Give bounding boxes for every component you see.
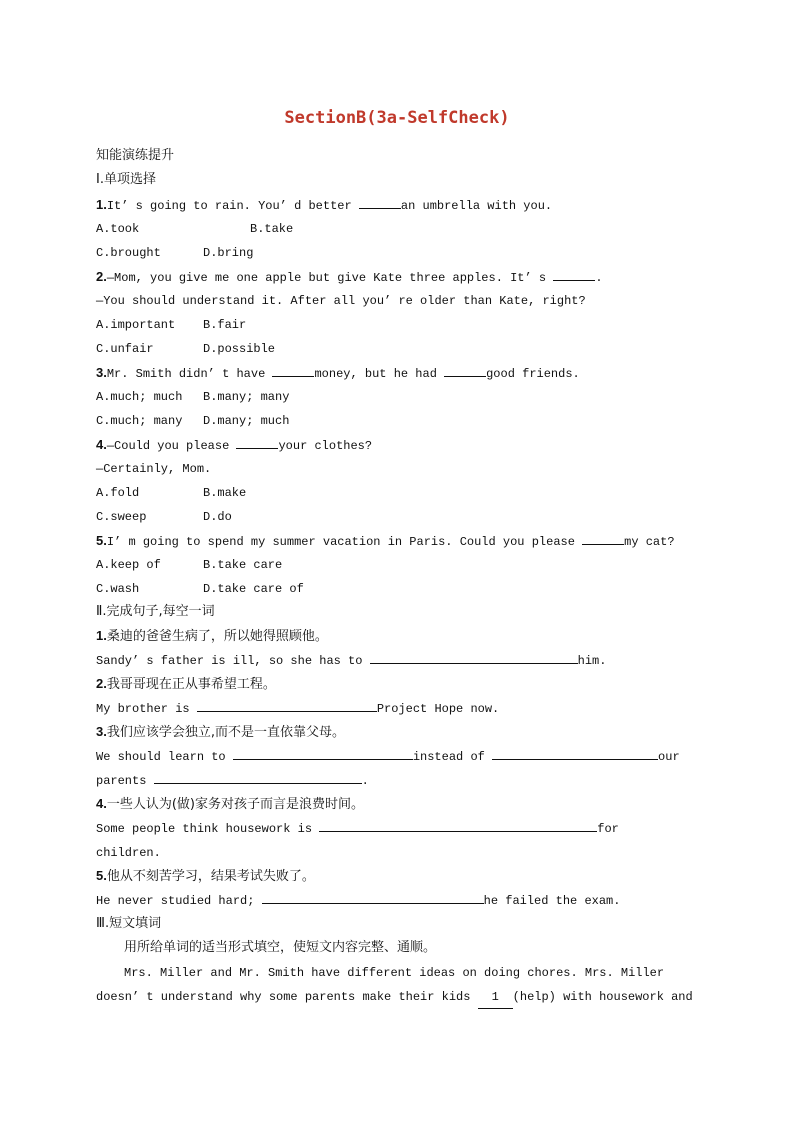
question-number: 2. [96, 269, 107, 284]
sentence-text: parents [96, 774, 154, 788]
question-3 [96, 362, 580, 384]
sentence-5-english [96, 890, 620, 912]
answer-blank[interactable] [154, 770, 362, 784]
question-text: an umbrella with you. [400, 199, 553, 213]
sentence-text: My brother is [96, 702, 197, 716]
answer-blank[interactable] [272, 363, 314, 377]
sentence-4-chinese [96, 793, 364, 815]
sentence-number: 3. [96, 724, 107, 739]
sentence-text: He never studied hard; [96, 894, 262, 908]
question-1 [96, 194, 552, 216]
part1-heading: Ⅰ.单项选择 [96, 172, 156, 187]
options-row [96, 506, 232, 528]
question-text: It’ s going to rain. You’ d better [106, 199, 359, 213]
options-row [96, 218, 293, 240]
sentence-2-english [96, 698, 499, 720]
question-text: I’ m going to spend my summer vacation in Paris. Could you please [106, 535, 583, 549]
options-row [96, 314, 246, 336]
option-c[interactable]: C.sweep [96, 510, 147, 524]
part3-instruction: 用所给单词的适当形式填空，使短文内容完整、通顺。 [124, 940, 437, 955]
question-4 [96, 434, 372, 456]
sentence-number: 5. [96, 868, 107, 883]
part3-heading: Ⅲ.短文填词 [96, 916, 162, 931]
passage-line-1: Mrs. Miller and Mr. Smith have different ideas on doing chores. Mrs. Miller [124, 966, 665, 980]
sentence-5-chinese [96, 865, 315, 887]
question-2 [96, 266, 603, 288]
sentence-number: 1. [96, 628, 107, 643]
question-text: my cat? [624, 535, 675, 549]
option-b[interactable]: B.make [203, 486, 247, 500]
options-row [96, 578, 304, 600]
sentence-text: . [361, 774, 369, 788]
question-text: Mr. Smith didn’ t have [106, 367, 273, 381]
option-c[interactable]: C.wash [96, 582, 140, 596]
option-d[interactable]: D.take care of [203, 582, 304, 596]
options-row [96, 410, 289, 432]
sentence-number: 4. [96, 796, 107, 811]
dialogue-reply: —Certainly, Mom. [96, 462, 212, 476]
sentence-4-english-line2: children. [96, 846, 161, 860]
sentence-1-chinese [96, 625, 328, 647]
question-number: 3. [96, 365, 107, 380]
question-text: —Mom, you give me one apple but give Kate three apples. It’ s [106, 271, 554, 285]
sentence-3-chinese [96, 721, 345, 743]
sentence-text: We should learn to [96, 750, 233, 764]
options-row [96, 482, 246, 504]
sentence-3-english-line2 [96, 770, 369, 792]
option-b[interactable]: B.many; many [203, 390, 290, 404]
sentence-number: 2. [96, 676, 107, 691]
option-c[interactable]: C.brought [96, 246, 161, 260]
answer-blank[interactable] [492, 746, 658, 760]
answer-blank[interactable] [553, 267, 595, 281]
sentence-3-english [96, 746, 680, 768]
option-d[interactable]: D.do [203, 510, 232, 524]
part2-heading: Ⅱ.完成句子,每空一词 [96, 604, 215, 619]
passage-blank-1[interactable]: 1 [478, 986, 513, 1009]
answer-blank[interactable] [582, 531, 624, 545]
option-b[interactable]: B.take [250, 222, 294, 236]
page-title: SectionB(3a-SelfCheck) [284, 108, 510, 128]
option-c[interactable]: C.unfair [96, 342, 154, 356]
sentence-text: instead of [412, 750, 493, 764]
passage-line-2 [96, 986, 693, 1008]
chinese-text: 我们应该学会独立,而不是一直依靠父母。 [106, 725, 345, 740]
answer-blank[interactable] [233, 746, 413, 760]
sentence-text: Sandy’ s father is ill, so she has to [96, 654, 370, 668]
answer-blank[interactable] [197, 698, 377, 712]
answer-blank[interactable] [236, 435, 278, 449]
option-a[interactable]: A.important [96, 318, 176, 332]
question-text: money, but he had [314, 367, 445, 381]
question-5 [96, 530, 675, 552]
sentence-text: our [658, 750, 680, 764]
option-a[interactable]: A.keep of [96, 558, 161, 572]
options-row [96, 338, 275, 360]
option-c[interactable]: C.much; many [96, 414, 183, 428]
question-number: 1. [96, 197, 107, 212]
question-text: —Could you please [106, 439, 237, 453]
sentence-text: Some people think housework is [96, 822, 320, 836]
option-a[interactable]: A.fold [96, 486, 140, 500]
option-b[interactable]: B.fair [203, 318, 247, 332]
question-text: . [595, 271, 603, 285]
sentence-1-english [96, 650, 606, 672]
dialogue-reply: —You should understand it. After all you’ re older than Kate, right? [96, 294, 586, 308]
chinese-text: 他从不刻苦学习，结果考试失败了。 [106, 869, 315, 884]
options-row [96, 242, 253, 264]
sentence-2-chinese [96, 673, 276, 695]
question-text: your clothes? [278, 439, 373, 453]
option-a[interactable]: A.took [96, 222, 140, 236]
option-d[interactable]: D.possible [203, 342, 276, 356]
passage-text: (help) with housework and [512, 990, 693, 1004]
sentence-text: he failed the exam. [483, 894, 621, 908]
sentence-text: for [597, 822, 619, 836]
question-number: 5. [96, 533, 107, 548]
sentence-text: Project Hope now. [376, 702, 500, 716]
answer-blank[interactable] [359, 195, 401, 209]
answer-blank[interactable] [370, 650, 578, 664]
chinese-text: 一些人认为(做)家务对孩子而言是浪费时间。 [106, 797, 364, 812]
option-b[interactable]: B.take care [203, 558, 283, 572]
option-d[interactable]: D.many; much [203, 414, 290, 428]
sentence-4-english [96, 818, 619, 840]
question-text: good friends. [486, 367, 580, 381]
option-a[interactable]: A.much; much [96, 390, 183, 404]
question-number: 4. [96, 437, 107, 452]
practice-heading: 知能演练提升 [96, 148, 175, 163]
answer-blank[interactable] [444, 363, 486, 377]
options-row [96, 386, 289, 408]
passage-text: doesn’ t understand why some parents make their kids [96, 990, 478, 1004]
sentence-text: him. [577, 654, 607, 668]
option-d[interactable]: D.bring [203, 246, 254, 260]
answer-blank[interactable] [262, 890, 484, 904]
chinese-text: 桑迪的爸爸生病了，所以她得照顾他。 [106, 629, 328, 644]
answer-blank[interactable] [319, 818, 597, 832]
options-row [96, 554, 282, 576]
chinese-text: 我哥哥现在正从事希望工程。 [106, 677, 276, 692]
